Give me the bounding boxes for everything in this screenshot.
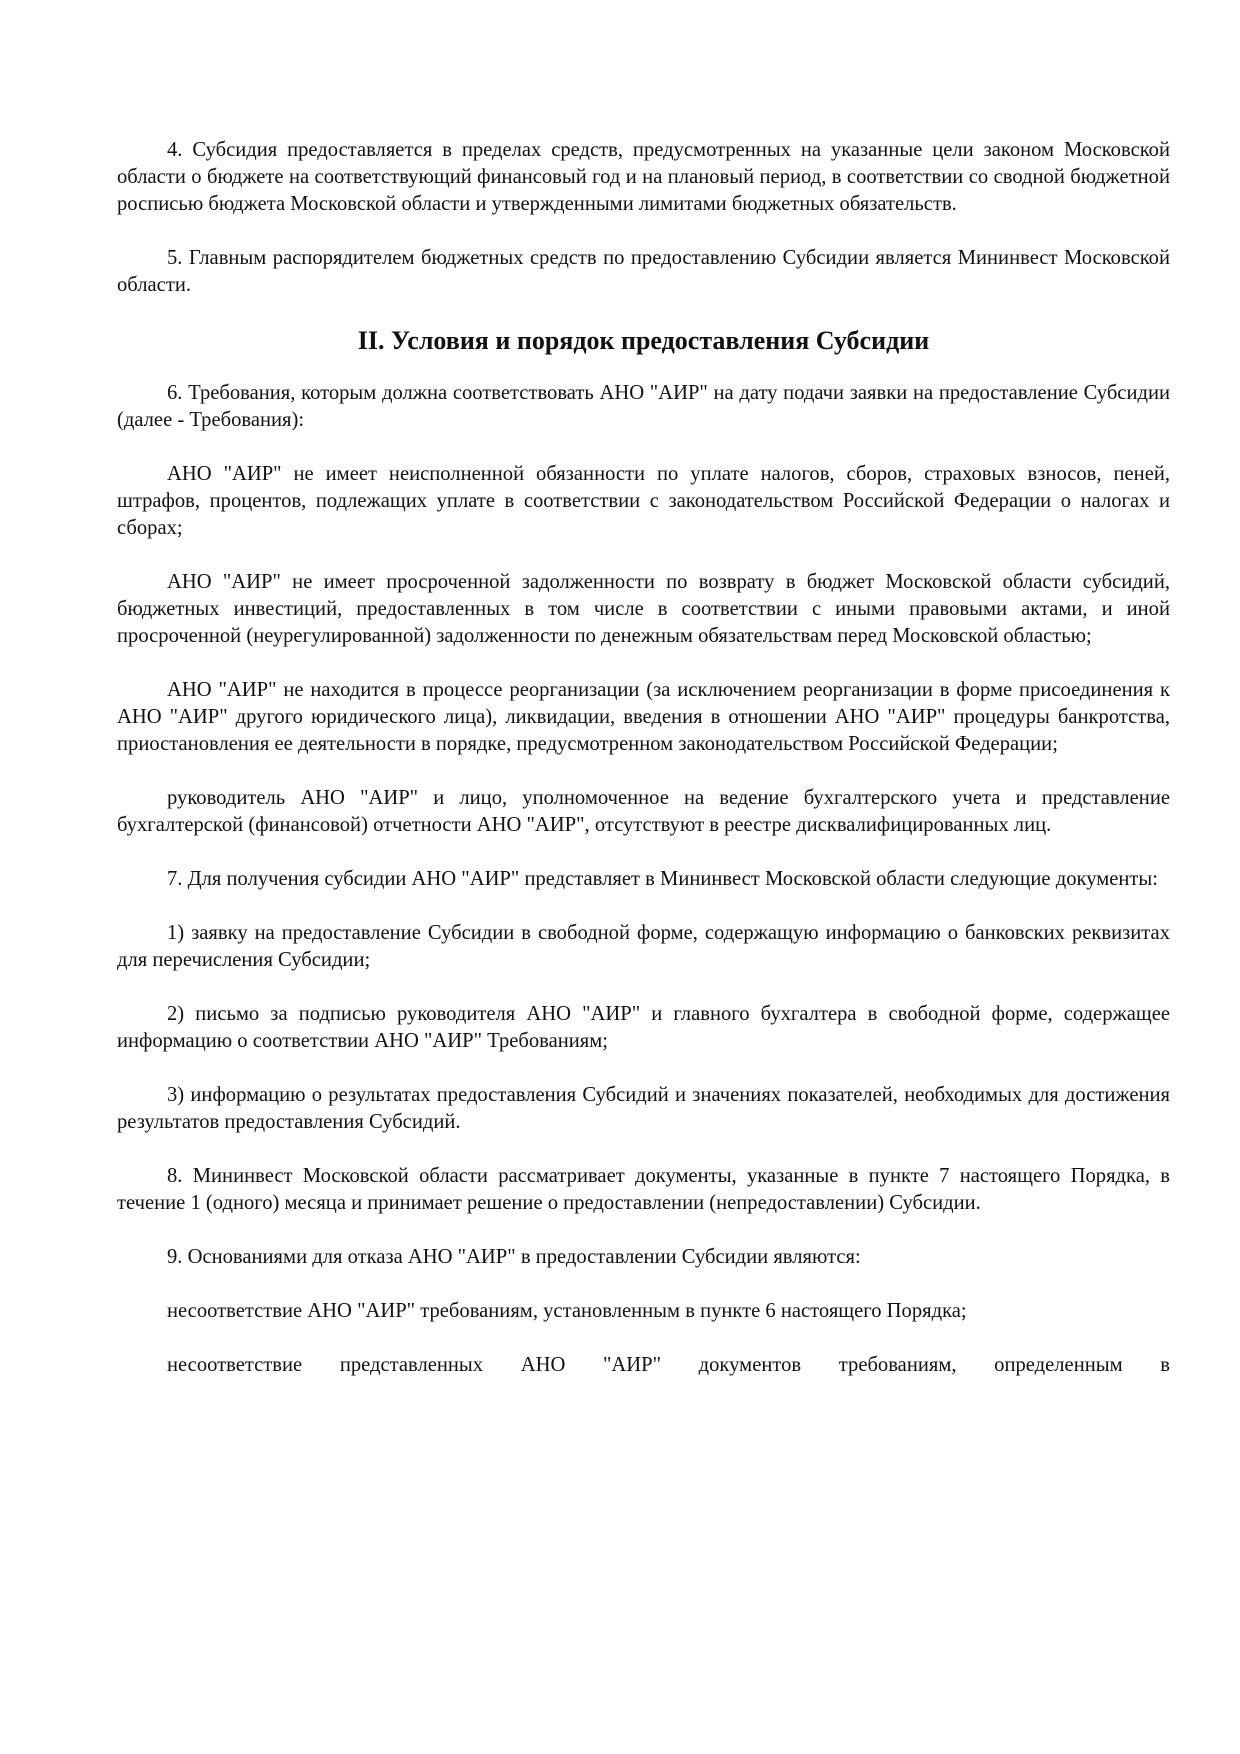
paragraph-9: 9. Основаниями для отказа АНО "АИР" в предоставлении Субсидии являются:	[167, 1246, 861, 1268]
document-item-3: 3) информацию о результатах предоставления Субсидий и значениях показателей, необходимых для достижения результатов предоставления Субсидий.	[117, 1084, 1170, 1133]
document-page	[117, 137, 1170, 1406]
refusal-ground-1: несоответствие АНО "АИР" требованиям, установленным в пункте 6 настоящего Порядка;	[167, 1300, 967, 1322]
paragraph-4: 4. Субсидия предоставляется в пределах средств, предусмотренных на указанные цели законом Московской области о бюджете на соответствующий финансовый год и на плановый период, в соответствии со сводной бюджетной росписью бюджета Московской области и утвержденными лимитами бюджетных обязательств.	[117, 139, 1170, 215]
paragraph-7: 7. Для получения субсидии АНО "АИР" представляет в Мининвест Московской области следующие документы:	[167, 868, 1158, 890]
requirement-taxes: АНО "АИР" не имеет неисполненной обязанности по уплате налогов, сборов, страховых взносов, пеней, штрафов, процентов, подлежащих уплате в соответствии с законодательством Российской Федерации о налогах и сборах;	[117, 463, 1170, 539]
paragraph-8: 8. Мининвест Московской области рассматривает документы, указанные в пункте 7 настоящего Порядка, в течение 1 (одного) месяца и принимает решение о предоставлении (непредоставлении) Субсидии.	[117, 1165, 1170, 1214]
document-item-1: 1) заявку на предоставление Субсидии в свободной форме, содержащую информацию о банковских реквизитах для перечисления Субсидии;	[117, 922, 1170, 971]
document-item-2: 2) письмо за подписью руководителя АНО "АИР" и главного бухгалтера в свободной форме, содержащее информацию о соответствии АНО "АИР" Требованиям;	[117, 1003, 1170, 1052]
requirement-disqualified: руководитель АНО "АИР" и лицо, уполномоченное на ведение бухгалтерского учета и представление бухгалтерской (финансовой) отчетности АНО "АИР", отсутствуют в реестре дисквалифицированных лиц.	[117, 787, 1170, 836]
section-heading: II. Условия и порядок предоставления Субсидии	[357, 326, 930, 355]
paragraph-6: 6. Требования, которым должна соответствовать АНО "АИР" на дату подачи заявки на предоставление Субсидии (далее - Требования):	[117, 382, 1170, 431]
paragraph-5: 5. Главным распорядителем бюджетных средств по предоставлению Субсидии является Мининвест Московской области.	[117, 247, 1170, 296]
requirement-reorganization: АНО "АИР" не находится в процессе реорганизации (за исключением реорганизации в форме присоединения к АНО "АИР" другого юридического лица), ликвидации, введения в отношении АНО "АИР" процедуры банкротства, приостановления ее деятельности в порядке, предусмотренном законодательством Российской Федерации;	[117, 679, 1170, 755]
requirement-debt: АНО "АИР" не имеет просроченной задолженности по возврату в бюджет Московской области субсидий, бюджетных инвестиций, предоставленных в том числе в соответствии с иными правовыми актами, и иной просроченной (неурегулированной) задолженности по денежным обязательствам перед Московской областью;	[117, 571, 1170, 647]
refusal-ground-2: несоответствие представленных АНО "АИР" документов требованиям, определенным в	[167, 1354, 1170, 1376]
